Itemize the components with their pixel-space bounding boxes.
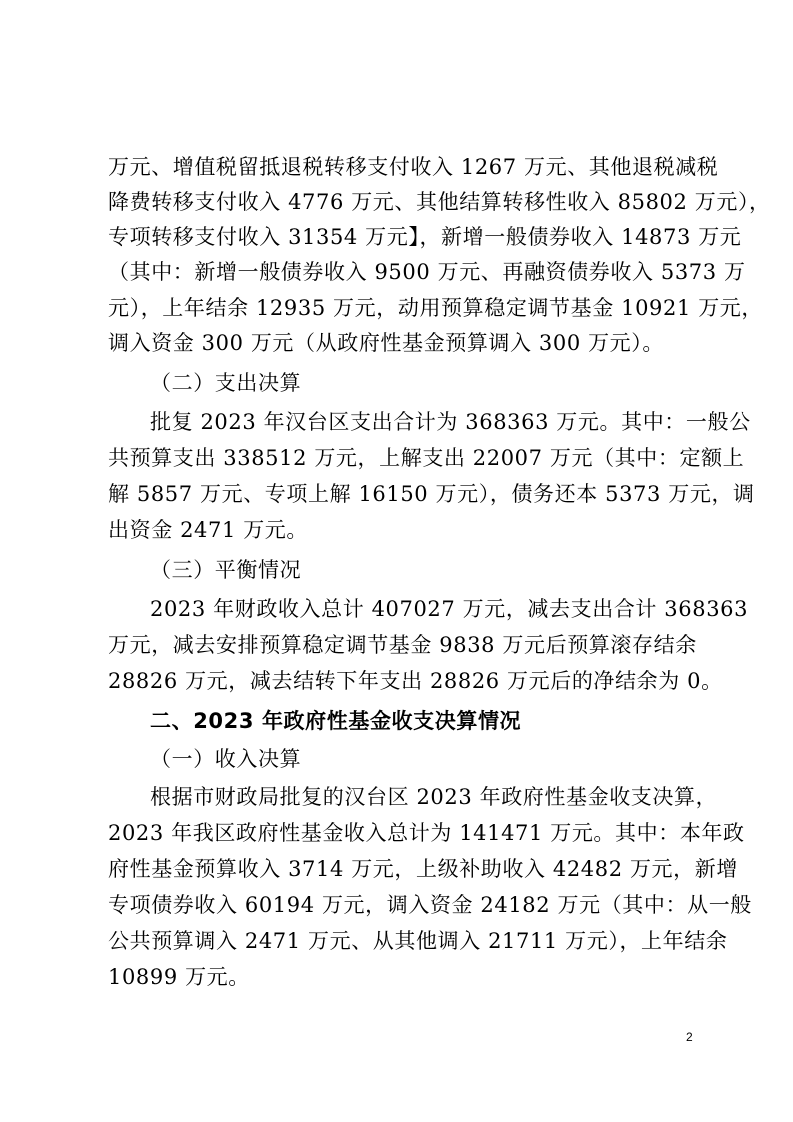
body-line: 根据市财政局批复的汉台区 2023 年政府性基金收支决算， <box>150 785 718 809</box>
section-heading-balance: （三）平衡情况 <box>150 558 302 582</box>
body-line: 批复 2023 年汉台区支出合计为 368363 万元。其中：一般公 <box>150 410 751 434</box>
body-line: 调入资金 300 万元（从政府性基金预算调入 300 万元）。 <box>108 331 664 355</box>
body-line: （其中：新增一般债券收入 9500 万元、再融资债券收入 5373 万 <box>108 260 746 284</box>
section-heading-expenditure: （二）支出决算 <box>150 371 302 395</box>
body-line: 28826 万元，减去结转下年支出 28826 万元后的净结余为 0。 <box>108 669 723 693</box>
body-line: 专项转移支付收入 31354 万元】，新增一般债券收入 14873 万元 <box>108 225 742 249</box>
chapter-heading: 二、2023 年政府性基金收支决算情况 <box>150 709 522 733</box>
body-line: 降费转移支付收入 4776 万元、其他结算转移性收入 85802 万元）， <box>108 190 771 214</box>
body-line: 2023 年财政收入总计 407027 万元，减去支出合计 368363 <box>150 597 749 621</box>
body-line: 府性基金预算收入 3714 万元，上级补助收入 42482 万元，新增 <box>108 857 738 881</box>
body-line: 解 5857 万元、专项上解 16150 万元），债务还本 5373 万元，调 <box>108 482 755 506</box>
section-heading-revenue: （一）收入决算 <box>150 747 302 771</box>
body-line: 万元、增值税留抵退税转移支付收入 1267 万元、其他退税减税 <box>108 155 719 179</box>
body-line: 专项债券收入 60194 万元，调入资金 24182 万元（其中：从一般 <box>108 893 752 917</box>
body-line: 公共预算调入 2471 万元、从其他调入 21711 万元），上年结余 <box>108 929 728 953</box>
body-line: 2023 年我区政府性基金收入总计为 141471 万元。其中：本年政 <box>108 821 745 845</box>
body-line: 元），上年结余 12935 万元，动用预算稳定调节基金 10921 万元， <box>108 296 764 320</box>
page-number: 2 <box>686 1030 693 1044</box>
body-line: 出资金 2471 万元。 <box>108 518 308 542</box>
body-line: 共预算支出 338512 万元，上解支出 22007 万元（其中：定额上 <box>108 446 745 470</box>
body-line: 万元，减去安排预算稳定调节基金 9838 万元后预算滚存结余 <box>108 633 697 657</box>
body-line: 10899 万元。 <box>108 965 250 989</box>
